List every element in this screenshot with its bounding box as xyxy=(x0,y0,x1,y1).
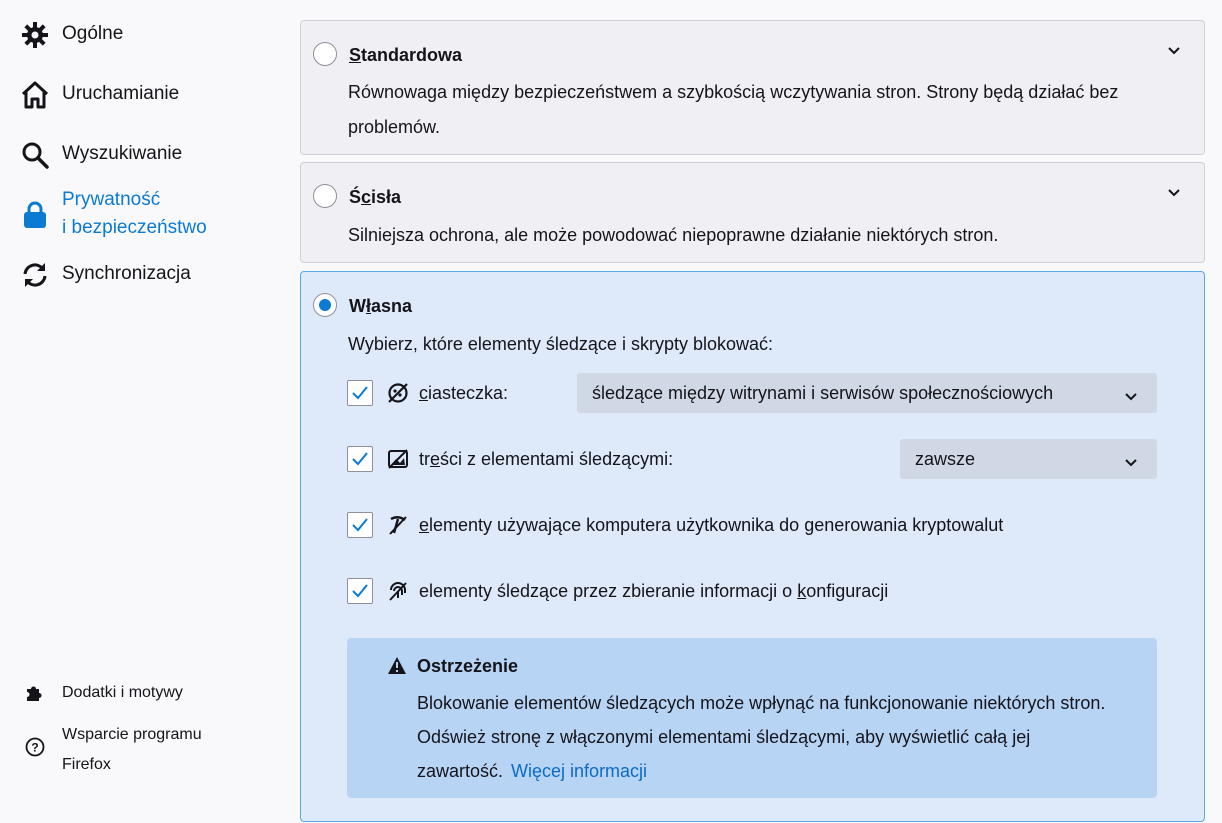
cryptominers-checkbox[interactable] xyxy=(347,512,373,538)
strict-description: Silniejsza ochrona, ale może powodować niepoprawne działanie niektórych stron. xyxy=(348,225,999,245)
tracking-content-label: treści z elementami śledzącymi: xyxy=(419,448,674,469)
tracking-content-checkbox[interactable] xyxy=(347,446,373,472)
chevron-down-icon[interactable] xyxy=(1166,185,1182,201)
warning-icon xyxy=(387,656,407,676)
sidebar xyxy=(0,0,290,823)
standard-radio[interactable] xyxy=(313,42,337,66)
sidebar-item-label-line1: Wsparcie programu xyxy=(62,726,202,743)
standard-description: Równowaga między bezpieczeństwem a szybkością wczytywania stron. Strony będą działać bez problemów. xyxy=(348,82,1119,137)
fingerprinters-checkbox[interactable] xyxy=(347,578,373,604)
cookies-select-value: śledzące między witrynami i serwisów społecznościowych xyxy=(592,382,1054,403)
sidebar-item-home[interactable] xyxy=(20,80,179,110)
cookies-select[interactable] xyxy=(577,373,1157,413)
sidebar-item-label: Dodatki i motywy xyxy=(62,684,183,701)
sidebar-item-label: Ogólne xyxy=(62,23,124,44)
warning-title: Ostrzeżenie xyxy=(417,656,519,676)
sidebar-item-search[interactable] xyxy=(20,140,182,170)
warning-box xyxy=(347,638,1157,798)
sidebar-item-sync[interactable] xyxy=(20,260,191,290)
cookies-row xyxy=(347,373,508,413)
sidebar-item-label: Uruchamianie xyxy=(62,83,180,104)
fingerprinter-icon xyxy=(387,580,409,602)
chevron-down-icon xyxy=(1125,385,1137,406)
custom-title: Własna xyxy=(349,296,413,316)
tracking-content-row xyxy=(347,439,673,479)
cookie-blocked-icon xyxy=(387,382,409,404)
sidebar-item-label: Synchronizacja xyxy=(62,263,191,284)
custom-radio[interactable] xyxy=(313,293,337,317)
gear-icon xyxy=(20,20,50,50)
sidebar-item-general[interactable] xyxy=(20,20,123,50)
custom-intro: Wybierz, które elementy śledzące i skrypty blokować: xyxy=(348,334,773,354)
help-icon xyxy=(20,732,50,762)
svg-text:?: ? xyxy=(31,740,39,755)
cryptominer-icon xyxy=(387,514,409,536)
option-custom-card[interactable] xyxy=(300,271,1205,822)
option-standard-card[interactable] xyxy=(300,20,1205,155)
option-strict-card[interactable] xyxy=(300,162,1205,263)
cryptominers-label: elementy używające komputera użytkownika do generowania kryptowalut xyxy=(419,514,1004,535)
puzzle-icon xyxy=(20,678,50,708)
sidebar-item-label: Wyszukiwanie xyxy=(62,143,183,164)
standard-title: Standardowa xyxy=(349,45,463,65)
tracking-content-select-value: zawsze xyxy=(915,448,976,469)
search-icon xyxy=(20,140,50,170)
warning-text: Blokowanie elementów śledzących może wpłynąć na funkcjonowanie niektórych stron. Odśwież stronę z włączonymi elementami śledzącymi, aby wyświetlić całą jej zawartość. Więcej informacji xyxy=(417,693,1106,781)
sidebar-item-privacy[interactable] xyxy=(20,186,207,242)
sidebar-item-addons[interactable] xyxy=(20,678,183,708)
cryptominers-row xyxy=(347,505,1003,545)
strict-radio[interactable] xyxy=(313,184,337,208)
sidebar-item-label-line1: Prywatność xyxy=(62,189,161,210)
sidebar-item-label-line2: Firefox xyxy=(62,756,111,773)
sync-icon xyxy=(20,260,50,290)
chevron-down-icon[interactable] xyxy=(1166,43,1182,59)
tracking-content-icon xyxy=(387,448,409,470)
strict-title: Ścisła xyxy=(349,187,402,207)
more-info-link[interactable]: Więcej informacji xyxy=(511,761,648,781)
cookies-checkbox[interactable] xyxy=(347,380,373,406)
sidebar-item-label-line2: i bezpieczeństwo xyxy=(62,217,207,238)
fingerprinters-row xyxy=(347,571,888,611)
chevron-down-icon xyxy=(1125,451,1137,472)
lock-icon xyxy=(20,200,50,230)
fingerprinters-label: elementy śledzące przez zbieranie informacji o konfiguracji xyxy=(419,580,889,601)
tracking-content-select[interactable] xyxy=(900,439,1157,479)
sidebar-item-support[interactable] xyxy=(20,720,202,780)
cookies-label: ciasteczka: xyxy=(419,382,509,403)
home-icon xyxy=(20,80,50,110)
